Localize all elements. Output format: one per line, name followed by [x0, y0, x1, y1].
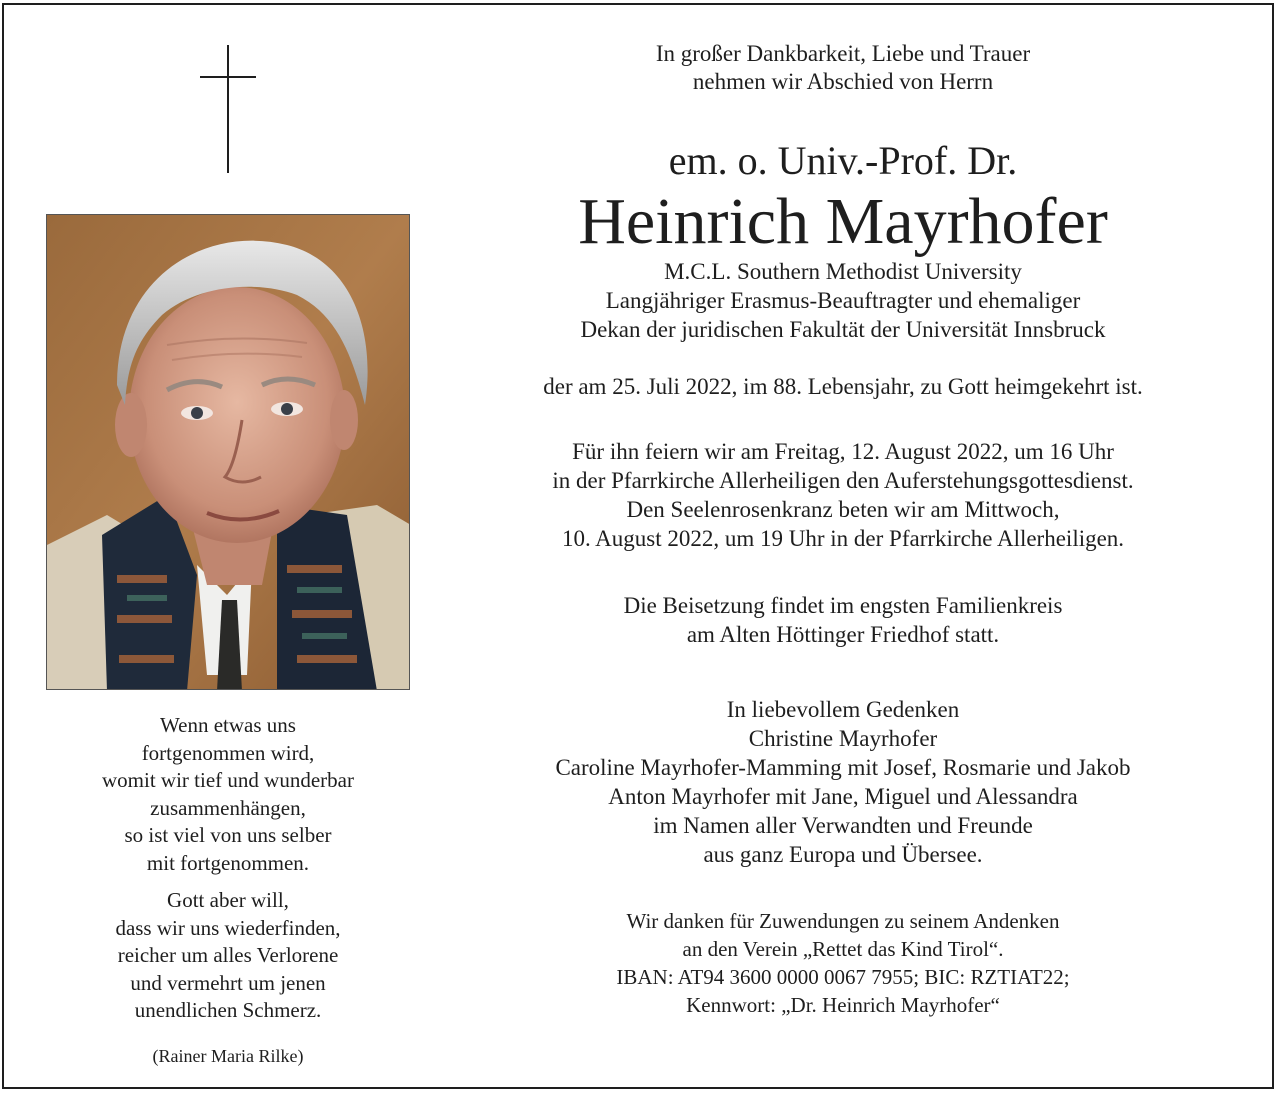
service-info: [490, 437, 1196, 553]
poem-line: und vermehrt um jenen: [130, 970, 326, 995]
intro: [490, 40, 1196, 96]
mourner-line: Christine Mayrhofer: [748, 726, 938, 751]
subtitle-line: Dekan der juridischen Fakultät der Universität Innsbruck: [580, 317, 1106, 342]
poem-line: unendlichen Schmerz.: [134, 998, 322, 1022]
poem-line: dass wir uns wiederfinden,: [115, 915, 341, 940]
poem-author: (Rainer Maria Rilke): [152, 1045, 304, 1066]
poem-line: Gott aber will,: [167, 888, 289, 912]
poem-stanza-2: [50, 887, 406, 1025]
poem-stanza-1: [50, 712, 406, 877]
mourner-line: Anton Mayrhofer mit Jane, Miguel und Alessandra: [608, 784, 1078, 809]
subtitle: [490, 257, 1196, 344]
donation-line: Kennwort: „Dr. Heinrich Mayrhofer“: [686, 993, 1000, 1017]
mourner-line: im Namen aller Verwandten und Freunde: [653, 813, 1033, 838]
service-line: Den Seelenrosenkranz beten wir am Mittwoch,: [626, 497, 1060, 522]
burial-line: am Alten Höttinger Friedhof statt.: [686, 622, 1000, 647]
donation-info: [490, 907, 1196, 1019]
mourner-line: aus ganz Europa und Übersee.: [703, 842, 983, 867]
poem-line: fortgenommen wird,: [141, 740, 315, 765]
service-line: 10. August 2022, um 19 Uhr in der Pfarrkirche Allerheiligen.: [561, 526, 1125, 551]
service-line: Für ihn feiern wir am Freitag, 12. August 2022, um 16 Uhr: [572, 439, 1114, 464]
donation-line: Wir danken für Zuwendungen zu seinem Andenken: [626, 909, 1060, 933]
poem-line: zusammenhängen,: [150, 795, 306, 820]
donation-line: IBAN: AT94 3600 0000 0067 7955; BIC: RZTIAT22;: [616, 965, 1070, 989]
poem-line: so ist viel von uns selber: [124, 823, 332, 847]
death-line: der am 25. Juli 2022, im 88. Lebensjahr, zu Gott heimgekehrt ist.: [543, 374, 1143, 399]
poem-line: Wenn etwas uns: [160, 713, 296, 737]
poem: [50, 712, 406, 1070]
subtitle-line: M.C.L. Southern Methodist University: [664, 259, 1022, 284]
burial-info: [490, 591, 1196, 649]
mourner-line: In liebevollem Gedenken: [726, 697, 960, 722]
poem-line: reicher um alles Verlorene: [117, 943, 339, 967]
poem-line: mit fortgenommen.: [146, 850, 310, 875]
subtitle-line: Langjähriger Erasmus-Beauftragter und ehemaliger: [605, 288, 1081, 313]
poem-line: womit wir tief und wunderbar: [102, 768, 354, 792]
deceased-name: Heinrich Mayrhofer: [578, 185, 1108, 258]
academic-title: em. o. Univ.-Prof. Dr.: [668, 138, 1018, 183]
donation-line: an den Verein „Rettet das Kind Tirol“.: [682, 937, 1004, 961]
portrait-photo: [46, 214, 410, 690]
intro-line: nehmen wir Abschied von Herrn: [692, 69, 994, 94]
intro-line: In großer Dankbarkeit, Liebe und Trauer: [655, 41, 1031, 66]
burial-line: Die Beisetzung findet im engsten Familienkreis: [623, 593, 1063, 618]
notice-main: [490, 40, 1196, 1019]
mourners: [490, 695, 1196, 869]
mourner-line: Caroline Mayrhofer-Mamming mit Josef, Rosmarie und Jakob: [555, 755, 1131, 780]
service-line: in der Pfarrkirche Allerheiligen den Auferstehungsgottesdienst.: [552, 468, 1134, 493]
